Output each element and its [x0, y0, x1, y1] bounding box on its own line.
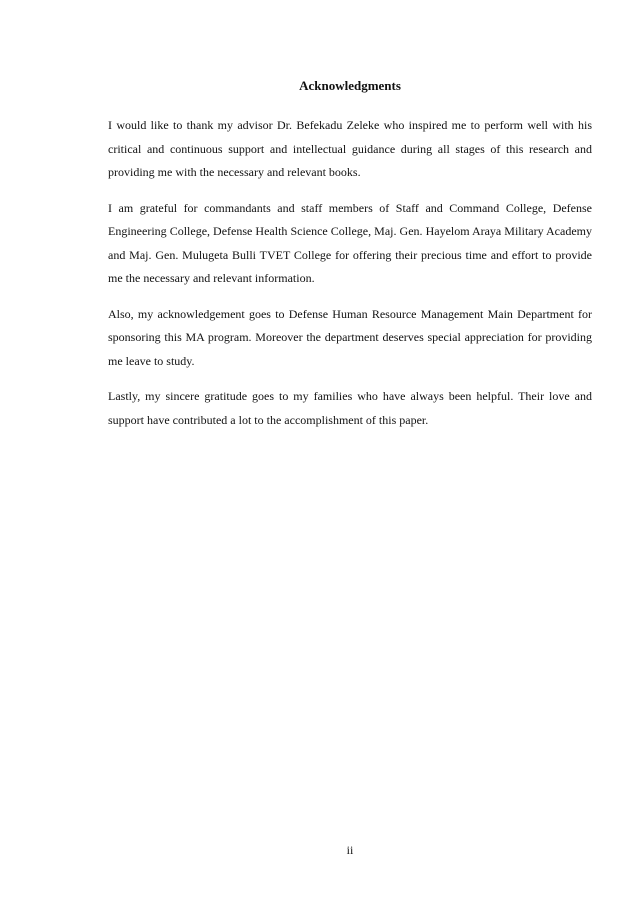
- body-text: [108, 114, 592, 444]
- page-number: ii: [346, 843, 354, 857]
- paragraph-advisor: I would like to thank my advisor Dr. Befekadu Zeleke who inspired me to perform well with his critical and continuous support and intellectual guidance during all stages of this research and providing me with the necessary and relevant books.: [108, 118, 592, 179]
- paragraph-colleges: I am grateful for commandants and staff members of Staff and Command College, Defense Engineering College, Defense Health Science College, Maj. Gen. Hayelom Araya Military Academy and Maj. Gen. Mulugeta Bulli TVET College for offering their precious time and effort to provide me the necessary and relevant information.: [108, 200, 592, 285]
- page-title: Acknowledgments: [299, 78, 401, 93]
- paragraph-department: Also, my acknowledgement goes to Defense Human Resource Management Main Department for sponsoring this MA program. Moreover the department deserves special appreciation for providing me leave to study.: [108, 306, 592, 368]
- paragraph-families: Lastly, my sincere gratitude goes to my families who have always been helpful. Their love and support have contributed a lot to the accomplishment of this paper.: [108, 389, 592, 427]
